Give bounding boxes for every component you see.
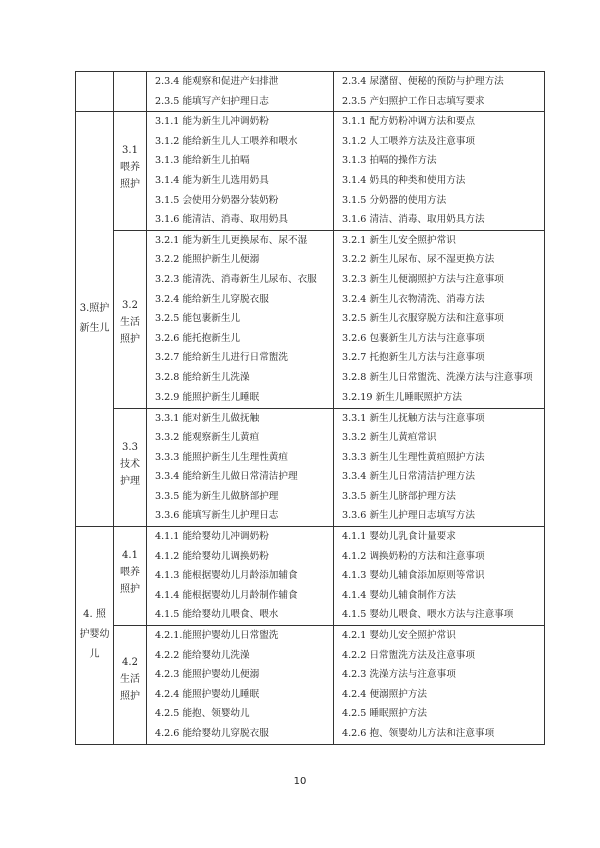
group-label-cell	[114, 527, 147, 626]
knowledge-item: 3.3.5 新生儿脐部护理方法	[342, 490, 456, 502]
skill-item: 3.1.2 能给新生儿人工喂养和喂水	[155, 135, 298, 147]
knowledge-item: 3.1.5 分奶器的使用方法	[342, 194, 447, 206]
knowledge-item: 3.2.3 新生儿便溺照护方法与注意事项	[342, 273, 504, 285]
group-label-cell	[114, 408, 147, 527]
skills-cell	[147, 626, 334, 745]
knowledge-item: 4.1.2 调换奶粉的方法和注意事项	[342, 550, 485, 562]
skill-item: 4.1.1 能给婴幼儿冲调奶粉	[155, 531, 269, 543]
knowledge-item: 3.3.2 新生儿黄疸常识	[342, 432, 437, 444]
knowledge-item: 3.2.6 包裹新生儿方法与注意事项	[342, 332, 485, 344]
skill-item: 3.3.6 能填写新生儿护理日志	[155, 510, 279, 522]
knowledge-item: 3.2.7 托抱新生儿方法与注意事项	[342, 352, 485, 364]
knowledge-item: 2.3.5 产妇照护工作日志填写要求	[342, 95, 485, 107]
knowledge-item: 3.1.3 拍嗝的操作方法	[342, 155, 437, 167]
knowledge-item: 3.2.1 新生儿安全照护常识	[342, 234, 456, 246]
knowledge-item: 4.2.3 洗澡方法与注意事项	[342, 669, 456, 681]
group-label-cell	[114, 72, 147, 112]
knowledge-item: 3.1.4 奶具的种类和使用方法	[342, 174, 466, 186]
knowledge-cell	[334, 408, 545, 527]
section-label-cell	[76, 527, 114, 745]
skill-item: 3.3.3 能照护新生儿生理性黄疸	[155, 451, 288, 463]
group-label-cell	[114, 112, 147, 231]
skill-item: 3.3.1 能对新生儿做抚触	[155, 412, 260, 424]
skill-item: 3.2.4 能给新生儿穿脱衣服	[155, 293, 269, 305]
section-label: 4. 照护婴幼儿	[79, 609, 110, 661]
skills-cell	[147, 408, 334, 527]
section-label-cell	[76, 112, 114, 527]
knowledge-item: 3.2.4 新生儿衣物清洗、消毒方法	[342, 293, 485, 305]
knowledge-item: 3.3.6 新生儿护理日志填写方法	[342, 510, 475, 522]
page-number: 10	[293, 776, 307, 787]
table-row	[76, 230, 545, 408]
knowledge-item: 4.2.6 抱、领婴幼儿方法和注意事项	[342, 728, 495, 739]
table-row	[76, 626, 545, 745]
skill-item: 4.2.3 能照护婴幼儿便溺	[155, 669, 260, 681]
group-label: 3.3 技术护理	[120, 441, 140, 487]
group-label-cell	[114, 626, 147, 745]
skill-item: 4.2.6 能给婴幼儿穿脱衣服	[155, 728, 269, 739]
section-label-cell	[76, 72, 114, 112]
knowledge-item: 3.3.4 新生儿日常清洁护理方法	[342, 471, 475, 483]
skill-item: 4.1.3 能根据婴幼儿月龄添加辅食	[155, 570, 298, 582]
group-label-cell	[114, 230, 147, 408]
knowledge-cell	[334, 230, 545, 408]
knowledge-item: 3.1.1 配方奶粉冲调方法和要点	[342, 116, 475, 128]
knowledge-item: 4.1.4 婴幼儿辅食制作方法	[342, 589, 456, 601]
skill-item: 3.3.4 能给新生儿做日常清洁护理	[155, 471, 298, 483]
skill-item: 3.1.4 能为新生儿选用奶具	[155, 174, 269, 186]
skill-item: 3.3.5 能为新生儿做脐部护理	[155, 490, 279, 502]
skill-item: 4.2.4 能照护婴幼儿睡眠	[155, 688, 260, 700]
skill-item: 4.1.2 能给婴幼儿调换奶粉	[155, 550, 269, 562]
skills-cell	[147, 230, 334, 408]
skills-cell	[147, 112, 334, 231]
group-label: 3.1 喂养照护	[120, 145, 140, 191]
knowledge-item: 3.1.2 人工喂养方法及注意事项	[342, 135, 475, 147]
skill-item: 2.3.4 能观察和促进产妇排泄	[155, 76, 279, 87]
skill-item: 3.2.8 能给新生儿洗澡	[155, 371, 250, 383]
section-label: 3.照护新生儿	[79, 303, 110, 335]
skill-item: 2.3.5 能填写产妇护理日志	[155, 95, 269, 107]
knowledge-item: 3.2.5 新生儿衣服穿脱方法和注意事项	[342, 313, 504, 325]
skill-item: 4.2.5 能抱、领婴幼儿	[155, 708, 250, 720]
knowledge-item: 4.1.3 婴幼儿辅食添加原则等常识	[342, 570, 485, 582]
knowledge-item: 3.1.6 清洁、消毒、取用奶具方法	[342, 214, 485, 226]
knowledge-cell	[334, 72, 545, 112]
knowledge-item: 4.2.1 婴幼儿安全照护常识	[342, 630, 456, 642]
group-label: 4.2 生活照护	[120, 657, 140, 703]
skill-item: 3.2.5 能包裹新生儿	[155, 313, 241, 325]
knowledge-item: 2.3.4 尿潴留、便秘的预防与护理方法	[342, 76, 504, 87]
knowledge-cell	[334, 112, 545, 231]
group-label: 3.2 生活照护	[120, 299, 140, 345]
skill-item: 3.2.3 能清洗、消毒新生儿尿布、衣服	[155, 273, 317, 285]
skill-item: 3.2.7 能给新生儿进行日常盥洗	[155, 352, 288, 364]
skill-item: 3.2.1 能为新生儿更换尿布、尿不湿	[155, 234, 308, 246]
skill-item: 3.1.3 能给新生儿拍嗝	[155, 155, 250, 167]
knowledge-item: 3.2.8 新生儿日常盥洗、洗澡方法与注意事项	[342, 371, 533, 383]
table-row	[76, 72, 545, 112]
knowledge-cell	[334, 527, 545, 626]
table-row	[76, 112, 545, 231]
skill-item: 4.1.5 能给婴幼儿喂食、喂水	[155, 609, 279, 621]
knowledge-item: 4.2.4 便溺照护方法	[342, 688, 428, 700]
skill-item: 3.1.1 能为新生儿冲调奶粉	[155, 116, 269, 128]
knowledge-item: 4.2.5 睡眠照护方法	[342, 708, 428, 720]
knowledge-item: 4.1.1 婴幼儿乳食计量要求	[342, 531, 456, 543]
skill-item: 3.1.5 会使用分奶器分装奶粉	[155, 194, 279, 206]
table-row	[76, 408, 545, 527]
standards-table	[75, 71, 545, 745]
skill-item: 3.3.2 能观察新生儿黄疸	[155, 432, 260, 444]
skill-item: 3.1.6 能清洁、消毒、取用奶具	[155, 214, 288, 226]
knowledge-item: 3.2.19 新生儿睡眠照护方法	[342, 391, 462, 403]
group-label: 4.1 喂养照护	[120, 550, 140, 596]
skills-cell	[147, 527, 334, 626]
skill-item: 3.2.6 能托抱新生儿	[155, 332, 241, 344]
knowledge-item: 4.2.2 日常盥洗方法及注意事项	[342, 649, 475, 661]
knowledge-item: 3.3.1 新生儿抚触方法与注意事项	[342, 412, 485, 424]
knowledge-cell	[334, 626, 545, 745]
knowledge-item: 3.3.3 新生儿生理性黄疸照护方法	[342, 451, 485, 463]
knowledge-item: 3.2.2 新生儿尿布、尿不湿更换方法	[342, 254, 495, 266]
knowledge-item: 4.1.5 婴幼儿喂食、喂水方法与注意事项	[342, 609, 514, 621]
skill-item: 4.2.1.能照护婴幼儿日常盥洗	[155, 630, 279, 642]
skill-item: 3.2.9 能照护新生儿睡眠	[155, 391, 260, 403]
skill-item: 3.2.2 能照护新生儿便溺	[155, 254, 260, 266]
table-row	[76, 527, 545, 626]
skill-item: 4.1.4 能根据婴幼儿月龄制作辅食	[155, 589, 298, 601]
skill-item: 4.2.2 能给婴幼儿洗澡	[155, 649, 250, 661]
skills-cell	[147, 72, 334, 112]
